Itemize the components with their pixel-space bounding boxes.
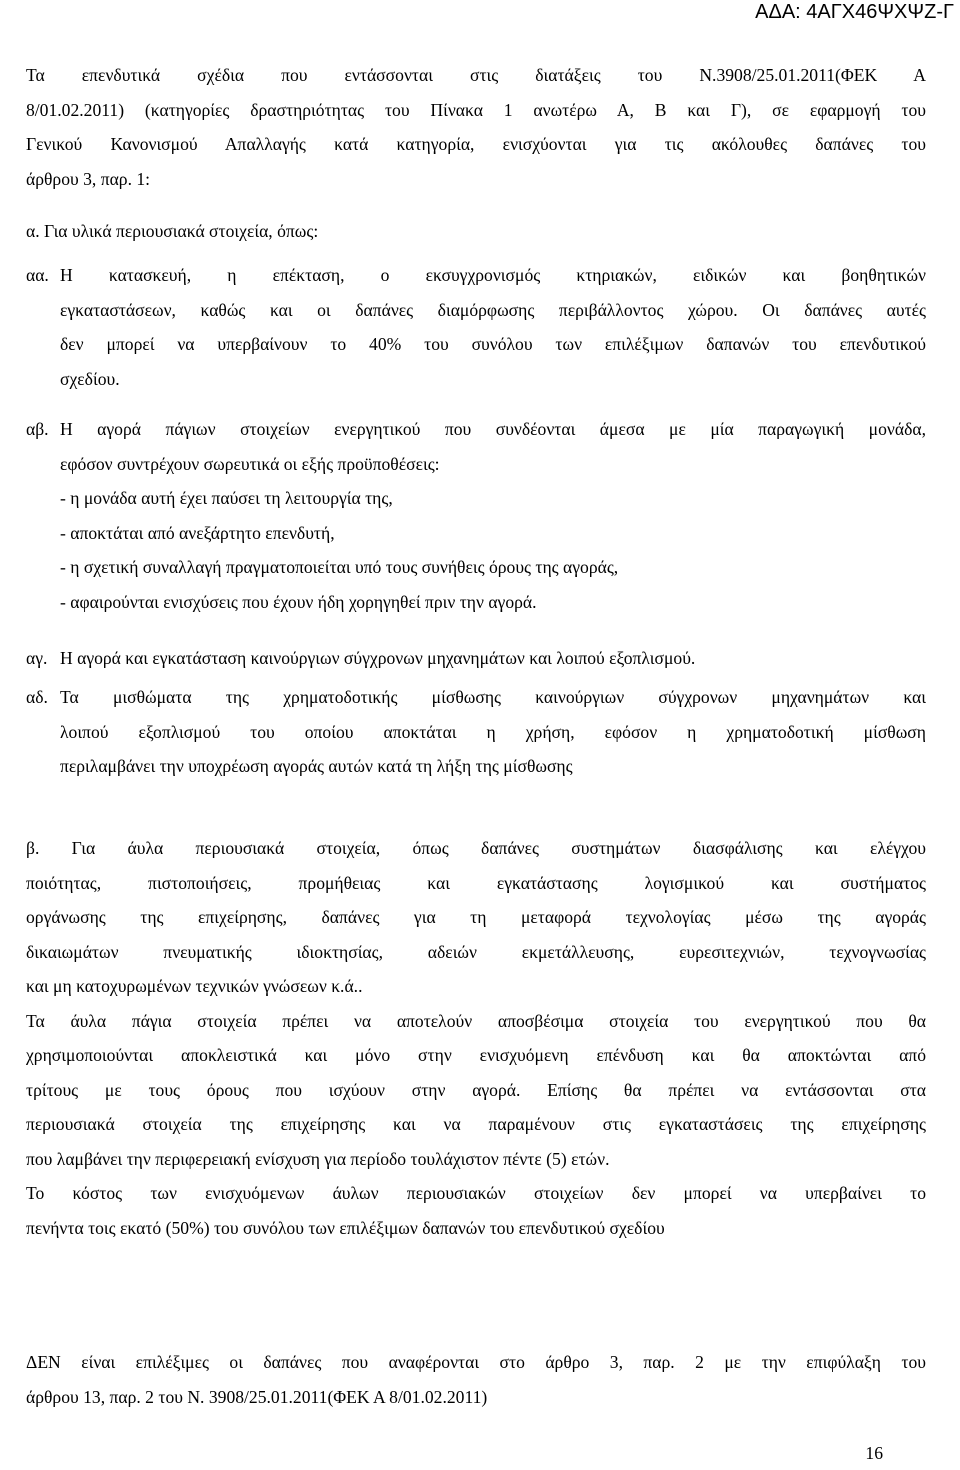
text-line: - αφαιρούνται ενισχύσεις που έχουν ήδη χορηγηθεί πριν την αγορά.	[60, 591, 537, 612]
intro-paragraph	[26, 58, 926, 196]
text-line: τρίτους με τους όρους που ισχύουν στην αγορά. Επίσης θα πρέπει να εντάσσονται στα	[26, 1079, 926, 1100]
section-b	[26, 831, 926, 1245]
text-line: άρθρου 3, παρ. 1:	[26, 168, 151, 189]
text-line: άρθρου 13, παρ. 2 του Ν. 3908/25.01.2011(ΦΕΚ Α 8/01.02.2011)	[26, 1386, 488, 1407]
item-label: αα.	[26, 265, 49, 285]
page-number: 16	[865, 1443, 883, 1463]
text-line: εγκαταστάσεων, καθώς και οι δαπάνες διαμόρφωσης περιβάλλοντος χώρου. Οι δαπάνες αυτές	[60, 299, 926, 320]
text-line: λοιπού εξοπλισμού του οποίου αποκτάται η χρήση, εφόσον η χρηματοδοτική μίσθωση	[60, 721, 926, 742]
text-line: Γενικού Κανονισμού Απαλλαγής κατά κατηγορία, ενισχύονται για τις ακόλουθες δαπάνες του	[26, 134, 926, 154]
text-line: σχεδίου.	[60, 368, 120, 389]
text-line: β. Για άυλα περιουσιακά στοιχεία, όπως δαπάνες συστημάτων διασφάλισης και ελέγχου	[26, 838, 926, 858]
text-line: δεν μπορεί να υπερβαίνουν το 40% του συνόλου των επιλέξιμων δαπανών του επενδυτικού	[60, 334, 926, 354]
text-line: πενήντα τοις εκατό (50%) του συνόλου των επιλέξιμων δαπανών του επενδυτικού σχεδίου	[26, 1217, 665, 1238]
text-line: α. Για υλικά περιουσιακά στοιχεία, όπως:	[26, 221, 319, 241]
item-ag	[26, 641, 926, 676]
text-line: Τα άυλα πάγια στοιχεία πρέπει να αποτελούν αποσβέσιμα στοιχεία του ενεργητικού που θα	[26, 1010, 926, 1031]
text-line: χρησιμοποιούνται αποκλειστικά και μόνο στην ενισχυόμενη επένδυση και θα αποκτώνται από	[26, 1045, 926, 1065]
text-line: Τα επενδυτικά σχέδια που εντάσσονται στις διατάξεις του Ν.3908/25.01.2011(ΦΕΚ Α	[26, 65, 926, 85]
text-line: οργάνωσης της επιχείρησης, δαπάνες για τη μεταφορά τεχνολογίας μέσω της αγοράς	[26, 907, 926, 927]
item-label: αδ.	[26, 687, 48, 707]
item-label: αβ.	[26, 419, 49, 439]
not-eligible-note	[26, 1345, 926, 1414]
text-line: - η μονάδα αυτή έχει παύσει τη λειτουργία της,	[60, 488, 393, 508]
text-line: περιουσιακά στοιχεία της επιχείρησης και να παραμένουν στις εγκαταστάσεις της επιχείρησης	[26, 1114, 926, 1134]
text-line: Η κατασκευή, η επέκταση, ο εκσυγχρονισμός κτηριακών, ειδικών και βοηθητικών	[60, 265, 926, 285]
text-line: ποιότητας, πιστοποιήσεις, προμήθειας και εγκατάστασης λογισμικού και συστήματος	[26, 872, 926, 893]
text-line: εφόσον συντρέχουν σωρευτικά οι εξής προϋποθέσεις:	[60, 453, 440, 474]
item-label: αγ.	[26, 648, 48, 668]
text-line: Το κόστος των ενισχυόμενων άυλων περιουσιακών στοιχείων δεν μπορεί να υπερβαίνει το	[26, 1183, 926, 1203]
text-line: 8/01.02.2011) (κατηγορίες δραστηριότητας του Πίνακα 1 ανωτέρω Α, Β και Γ), σε εφαρμογή του	[26, 99, 926, 120]
item-ad	[26, 680, 926, 784]
item-aa	[26, 258, 926, 396]
section-a-title	[26, 214, 926, 249]
text-line: και μη κατοχυρωμένων τεχνικών γνώσεων κ.ά..	[26, 976, 363, 996]
ada-code: ΑΔΑ: 4ΑΓΧ46ΨΧΨΖ-Γ	[755, 1, 954, 23]
text-line: Τα μισθώματα της χρηματοδοτικής μίσθωσης καινούργιων σύγχρονων μηχανημάτων και	[60, 687, 926, 707]
item-ab	[26, 412, 926, 619]
text-line: που λαμβάνει την περιφερειακή ενίσχυση για περίοδο τουλάχιστον πέντε (5) ετών.	[26, 1148, 610, 1169]
text-line: - αποκτάται από ανεξάρτητο επενδυτή,	[60, 522, 335, 543]
text-line: ΔΕΝ είναι επιλέξιμες οι δαπάνες που αναφέρονται στο άρθρο 3, παρ. 2 με την επιφύλαξη του	[26, 1352, 926, 1372]
text-line: Η αγορά πάγιων στοιχείων ενεργητικού που συνδέονται άμεσα με μία παραγωγική μονάδα,	[60, 419, 926, 439]
text-line: δικαιωμάτων πνευματικής ιδιοκτησίας, αδειών εκμετάλλευσης, ευρεσιτεχνιών, τεχνογνωσίας	[26, 941, 926, 962]
text-line: - η σχετική συναλλαγή πραγματοποιείται υπό τους συνήθεις όρους της αγοράς,	[60, 557, 619, 577]
text-line: περιλαμβάνει την υποχρέωση αγοράς αυτών κατά τη λήξη της μίσθωσης	[60, 756, 573, 776]
text-line: Η αγορά και εγκατάσταση καινούργιων σύγχρονων μηχανημάτων και λοιπού εξοπλισμού.	[60, 648, 696, 668]
